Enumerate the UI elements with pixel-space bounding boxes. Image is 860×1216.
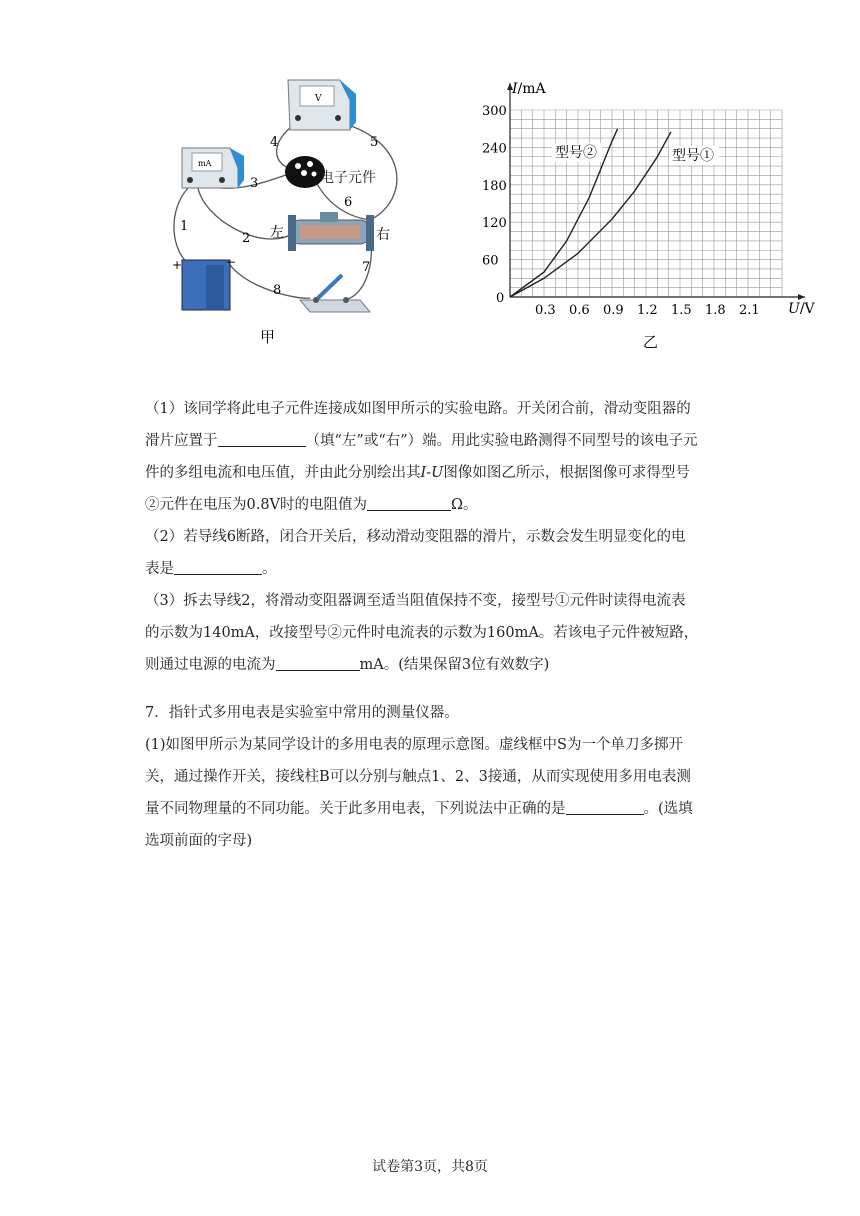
svg-text:V: V (315, 94, 322, 104)
q6-line: 的示数为140mA，改接型号②元件时电流表的示数为160mA。若该电子元件被短路， (145, 625, 699, 641)
page-footer: 试卷第3页，共8页 (372, 1159, 488, 1175)
svg-text:2: 2 (242, 231, 251, 246)
x-axis-label: U/V (788, 301, 815, 317)
y-tick-label: 180 (482, 178, 507, 194)
q7-line: 选项前面的字母) (145, 833, 253, 849)
q7-title: 7．指针式多用电表是实验室中常用的测量仪器。 (145, 705, 459, 721)
y-tick-label: 240 (482, 141, 507, 157)
voltmeter (288, 80, 356, 130)
y-tick-label: 120 (482, 216, 507, 232)
answer-blank[interactable] (367, 496, 451, 511)
y-tick-label: 300 (482, 104, 507, 119)
iu-graph (460, 75, 830, 350)
svg-text:6: 6 (344, 195, 353, 210)
y-tick-label: 60 (482, 253, 499, 269)
tick-labels (482, 104, 760, 318)
x-tick-label: 0.6 (569, 303, 590, 318)
q6-line: ②元件在电压为0.8V时的电阻值为 Ω。 (145, 497, 478, 513)
x-tick-label: 2.1 (739, 303, 760, 318)
answer-blank[interactable] (218, 432, 306, 447)
svg-text:5: 5 (370, 135, 379, 150)
circuit-diagram (160, 60, 410, 350)
series-label: 型号② (555, 145, 597, 161)
figure-yi-caption: 乙 (643, 333, 659, 350)
svg-text:8: 8 (273, 283, 282, 298)
svg-text:+: + (172, 258, 183, 272)
wire-8 (230, 265, 310, 298)
svg-text:电子元件: 电子元件 (320, 170, 376, 186)
rheostat (270, 212, 390, 251)
origin-label: 0 (496, 291, 505, 306)
svg-text:3: 3 (250, 176, 259, 191)
axes (507, 83, 805, 300)
q6-line: （3）拆去导线2，将滑动变阻器调至适当阻值保持不变，接型号①元件时读得电流表 (145, 593, 686, 609)
svg-text:mA: mA (198, 159, 212, 168)
question-7 (145, 697, 725, 857)
series-label: 型号① (672, 148, 714, 164)
svg-text:右: 右 (376, 227, 390, 243)
svg-text:−: − (226, 255, 237, 269)
x-tick-label: 1.8 (705, 303, 726, 318)
x-tick-label: 1.2 (637, 303, 658, 318)
q6-line: （2）若导线6断路，闭合开关后，移动滑动变阻器的滑片，示数会发生明显变化的电 (145, 529, 686, 545)
svg-text:4: 4 (270, 135, 279, 150)
q6-line: （1）该同学将此电子元件连接成如图甲所示的实验电路。开关闭合前，滑动变阻器的 (145, 401, 691, 417)
q7-line: (1)如图甲所示为某同学设计的多用电表的原理示意图。虚线框中S为一个单刀多掷开 (145, 737, 683, 753)
answer-blank[interactable] (276, 656, 360, 671)
q6-line: 件的多组电流和电压值，并由此分别绘出其I-U图像如图乙所示，根据图像可求得型号 (145, 465, 690, 481)
q6-line: 则通过电源的电流为 mA。(结果保留3位有效数字) (145, 657, 550, 673)
svg-text:左: 左 (270, 225, 284, 241)
x-tick-label: 1.5 (671, 303, 692, 318)
answer-blank[interactable] (566, 800, 644, 815)
svg-text:1: 1 (180, 219, 189, 234)
x-tick-label: 0.3 (535, 303, 556, 318)
figure-jia-caption: 甲 (260, 328, 276, 346)
q6-line: 滑片应置于 （填“左”或“右”）端。用此实验电路测得不同型号的该电子元 (145, 433, 698, 449)
switch (300, 275, 370, 312)
q6-line: 表是 。 (145, 561, 277, 577)
x-tick-label: 0.9 (603, 303, 624, 318)
grid (510, 110, 782, 297)
x-axis-arrow (798, 294, 805, 300)
q7-line: 量不同物理量的不同功能。关于此多用电表，下列说法中正确的是 。(选填 (145, 801, 693, 817)
answer-blank[interactable] (174, 560, 262, 575)
svg-text:7: 7 (362, 260, 371, 275)
battery (172, 255, 236, 310)
ammeter (182, 148, 244, 188)
question-6 (145, 393, 725, 681)
q7-line: 关，通过操作开关，接线柱B可以分别与触点1、2、3接通，从而实现使用多用电表测 (145, 769, 691, 785)
electronic-component (285, 156, 376, 188)
y-axis-label: I/mA (512, 81, 546, 97)
